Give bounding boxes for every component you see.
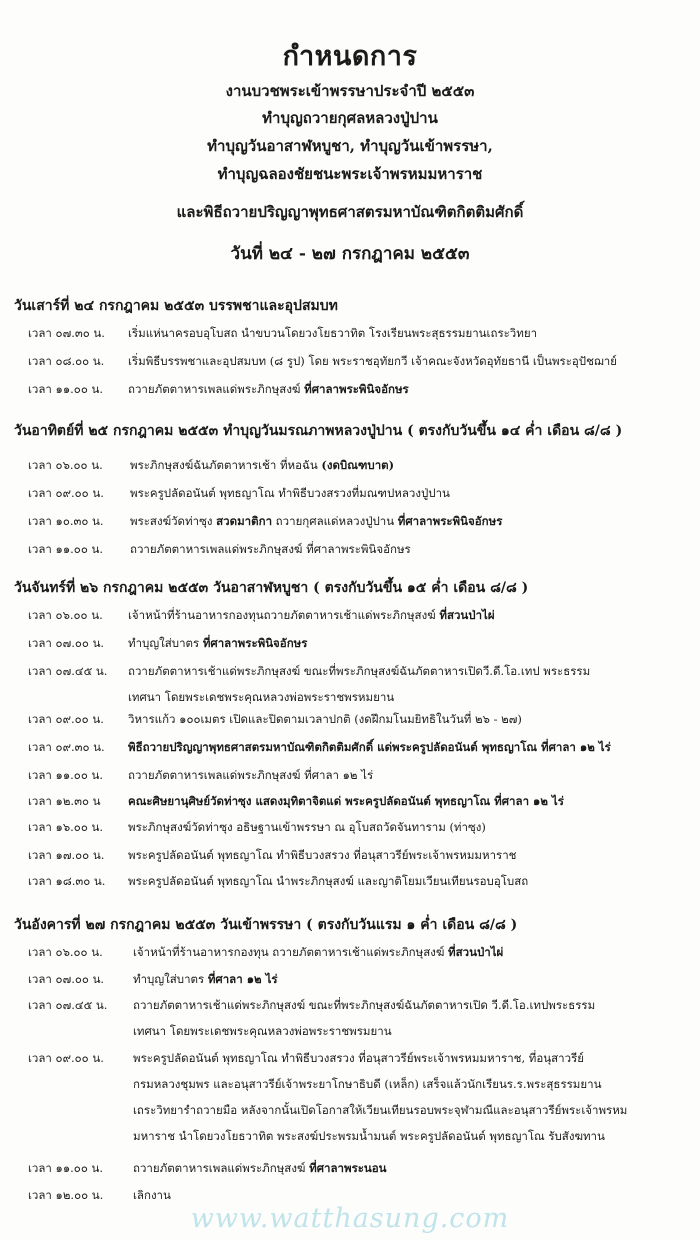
schedule-description-line (128, 711, 522, 729)
schedule-text: เริ่มพิธีบรรพชาและอุปสมบท (๘ รูป) โดย พระราชอุทัยกวี เจ้าคณะจังหวัดอุทัยธานี เป็นพระอุปัชฌาย์ (128, 354, 617, 368)
day-header: วันจันทร์ที่ ๒๖ กรกฎาคม ๒๕๕๓ วันอาสาฬหบูชา ( ตรงกับวันขึ้น ๑๕ ค่ำ เดือน ๘/๘ ) (14, 580, 529, 596)
schedule-description-line (128, 607, 495, 625)
schedule-text: ถวายภัตตาหารเพลแด่พระภิกษุสงฆ์ (128, 382, 305, 396)
schedule-text: มหาราช นำโดยวงโยธวาทิต พระสงฆ์ประพรมน้ำมนต์ พระครูปลัดอนันต์ พุทธญาโณ รับสังฆทาน (133, 1129, 605, 1143)
schedule-description-line (133, 1160, 387, 1178)
schedule-description-line (128, 325, 537, 343)
schedule-text: พระครูปลัดอนันต์ พุทธญาโณ ทำพิธีบวงสรวง ที่อนุสาวรีย์พระเจ้าพรหมมหาราช (128, 848, 517, 862)
schedule-time: เวลา ๑๗.๐๐ น. (28, 848, 105, 862)
schedule-location-text: พิธีถวายปริญญาพุทธศาสตรมหาบัณฑิตกิตติมศักดิ์ แด่พระครูปลัดอนันต์ พุทธญาโณ ที่ศาลา ๑๒ ไร่ (128, 740, 611, 754)
schedule-location-text: ที่ศาลา ๑๒ ไร่ (207, 972, 278, 986)
schedule-text: พระครูปลัดอนันต์ พุทธญาโณ ทำพิธีบวงสรวงที่มณฑปหลวงปู่ปาน (130, 486, 450, 500)
schedule-time: เวลา ๐๗.๔๕ น. (28, 998, 108, 1012)
schedule-description-line (128, 689, 394, 707)
schedule-time: เวลา ๑๑.๐๐ น. (28, 542, 104, 556)
schedule-time: เวลา ๐๗.๐๐ น. (28, 636, 105, 650)
schedule-description-line (128, 353, 617, 371)
schedule-description-line (128, 663, 590, 681)
schedule-text: เทศนา โดยพระเดชพระคุณหลวงพ่อพระราชพรหมยาน (128, 690, 395, 704)
schedule-location-text: ที่สวนป่าไผ่ (448, 945, 504, 959)
schedule-time: เวลา ๐๖.๐๐ น. (28, 608, 103, 622)
schedule-text: พระภิกษุสงฆ์วัดท่าซุง อธิษฐานเข้าพรรษา ณ อุโบสถวัดจันทาราม (ท่าซุง) (128, 820, 486, 834)
schedule-time: เวลา ๑๖.๐๐ น. (28, 820, 104, 834)
schedule-description-line (133, 944, 503, 962)
schedule-text: เจ้าหน้าที่ร้านอาหารกองทุน ถวายภัตตาหารเช้าแด่พระภิกษุสงฆ์ (133, 945, 449, 959)
schedule-description-line (128, 793, 564, 811)
website-watermark: www.watthasung.com (190, 1203, 510, 1234)
schedule-description-line (130, 485, 450, 503)
subtitle-line: ทำบุญวันอาสาฬหบูชา, ทำบุญวันเข้าพรรษา, (207, 137, 493, 155)
schedule-time: เวลา ๐๖.๐๐ น. (28, 458, 103, 472)
schedule-text: ถวายภัตตาหารเพลแด่พระภิกษุสงฆ์ (133, 1161, 310, 1175)
schedule-description-line (133, 1076, 601, 1094)
schedule-description-line (133, 971, 278, 989)
subtitle-line: งานบวชพระเข้าพรรษาประจำปี ๒๕๕๓ (225, 82, 475, 100)
schedule-description-line (128, 819, 486, 837)
schedule-text: เจ้าหน้าที่ร้านอาหารกองทุนถวายภัตตาหารเช้าแด่พระภิกษุสงฆ์ (128, 608, 440, 622)
schedule-description-line (133, 1102, 627, 1120)
schedule-location-text: ที่ศาลาพระพินิจอักษร (202, 636, 308, 650)
schedule-text: เถระวิทยารำถวายมือ หลังจากนั้นเปิดโอกาสให้เวียนเทียนรอบพระจุฬามณีและอนุสาวรีย์พระเจ้าพรหม (133, 1103, 628, 1117)
schedule-time: เวลา ๐๙.๐๐ น. (28, 1051, 104, 1065)
schedule-time: เวลา ๐๙.๐๐ น. (28, 486, 104, 500)
schedule-text: ถวายภัตตาหารเช้าแด่พระภิกษุสงฆ์ ขณะที่พระภิกษุสงฆ์ฉันภัตตาหารเปิดวี.ดี.โอ.เทป พระธรรม (128, 664, 591, 678)
schedule-time: เวลา ๐๙.๐๐ น. (28, 712, 104, 726)
schedule-text: เทศนา โดยพระเดชพระคุณหลวงพ่อพระราชพรมยาน (133, 1024, 392, 1038)
schedule-text: เลิกงาน (133, 1188, 171, 1202)
schedule-description-line (128, 847, 516, 865)
schedule-location-text: ที่ศาลาพระนอน (309, 1161, 387, 1175)
schedule-time: เวลา ๑๘.๓๐ น. (28, 874, 106, 888)
schedule-time: เวลา ๐๗.๓๐ น. (28, 326, 105, 340)
schedule-location-text: (งดบิณฑบาต) (321, 458, 395, 472)
schedule-description-line (128, 873, 528, 891)
schedule-text: วิหารแก้ว ๑๐๐เมตร เปิดและปิดตามเวลาปกติ (งดฝึกมโนมยิทธิในวันที่ ๒๖ - ๒๗) (128, 712, 522, 726)
schedule-text: กรมหลวงชุมพร และอนุสาวรีย์เจ้าพระยาโกษาธิบดี (เหล็ก) เสร็จแล้วนักเรียนร.ร.พระสุธรรมยาน (133, 1077, 602, 1091)
schedule-text: พระภิกษุสงฆ์ฉันภัตตาหารเช้า ที่หอฉัน (130, 458, 322, 472)
schedule-time: เวลา ๑๑.๐๐ น. (28, 382, 104, 396)
schedule-location-text: ที่สวนป่าไผ่ (439, 608, 495, 622)
schedule-description-line (133, 997, 595, 1015)
schedule-time: เวลา ๑๐.๓๐ น. (28, 514, 104, 528)
schedule-text: ถวายภัตตาหารเช้าแด่พระภิกษุสงฆ์ ขณะที่พระภิกษุสงฆ์ฉันภัตตาหารเปิด วี.ดี.โอ.เทปพระธรรม (133, 998, 596, 1012)
schedule-time: เวลา ๐๗.๐๐ น. (28, 972, 105, 986)
schedule-text: ทำบุญใส่บาตร (133, 972, 208, 986)
schedule-time: เวลา ๐๙.๓๐ น. (28, 740, 105, 754)
schedule-description-line (133, 1128, 605, 1146)
schedule-description-line (128, 381, 409, 399)
schedule-description-line (128, 767, 373, 785)
schedule-time: เวลา ๑๒.๓๐ น (28, 794, 101, 808)
subtitle-line: ทำบุญฉลองชัยชนะพระเจ้าพรหมมหาราช (217, 165, 483, 183)
schedule-description-line (130, 457, 394, 475)
schedule-description-line (128, 739, 611, 757)
schedule-text: ถวายภัตตาหารเพลแด่พระภิกษุสงฆ์ ที่ศาลา ๑๒ ไร่ (128, 768, 374, 782)
schedule-text: เริ่มแห่นาครอบอุโบสถ นำขบวนโดยวงโยธวาทิต โรงเรียนพระสุธรรมยานเถระวิทยา (128, 326, 538, 340)
schedule-time: เวลา ๑๒.๐๐ น. (28, 1188, 104, 1202)
schedule-text: ทำบุญใส่บาตร (128, 636, 203, 650)
event-date: วันที่ ๒๔ - ๒๗ กรกฎาคม ๒๕๕๓ (230, 244, 470, 264)
schedule-text: พระสงฆ์วัดท่าซุง (130, 514, 217, 528)
page-title: กำหนดการ (282, 41, 418, 72)
day-header: วันอาทิตย์ที่ ๒๕ กรกฎาคม ๒๕๕๓ ทำบุญวันมรณภาพหลวงปู่ปาน ( ตรงกับวันขึ้น ๑๔ ค่ำ เดือน ๘/๘ ) (14, 423, 623, 439)
subtitle-line: ทำบุญถวายกุศลหลวงปู่ปาน (262, 109, 438, 127)
schedule-time: เวลา ๐๘.๐๐ น. (28, 354, 105, 368)
schedule-location-text: คณะศิษยานุศิษย์วัดท่าซุง แสดงมุทิตาจิตแด่ พระครูปลัดอนันต์ พุทธญาโณ ที่ศาลา ๑๒ ไร่ (128, 794, 564, 808)
schedule-description-line (128, 635, 307, 653)
schedule-text: พระครูปลัดอนันต์ พุทธญาโณ ทำพิธีบวงสรวง ที่อนุสาวรีย์พระเจ้าพรหมมหาราช, ที่อนุสาวรีย์ (133, 1051, 584, 1065)
schedule-location-text: ที่ศาลาพระพินิจอักษร (304, 382, 409, 396)
schedule-time: เวลา ๐๖.๐๐ น. (28, 945, 103, 959)
subtitle-line: และพิธีถวายปริญญาพุทธศาสตรมหาบัณฑิตกิตติมศักดิ์ (176, 203, 524, 221)
schedule-text: ถวายภัตตาหารเพลแด่พระภิกษุสงฆ์ ที่ศาลาพระพินิจอักษร (130, 542, 411, 556)
schedule-description-line (130, 541, 411, 559)
schedule-text: พระครูปลัดอนันต์ พุทธญาโณ นำพระภิกษุสงฆ์ และญาติโยมเวียนเทียนรอบอุโบสถ (128, 874, 529, 888)
schedule-description-line (130, 513, 502, 531)
schedule-location-text: สวดมาติกา (216, 514, 273, 528)
schedule-time: เวลา ๑๑.๐๐ น. (28, 768, 104, 782)
schedule-time: เวลา ๑๑.๐๐ น. (28, 1161, 104, 1175)
day-header: วันอังคารที่ ๒๗ กรกฎาคม ๒๕๕๓ วันเข้าพรรษา ( ตรงกับวันแรม ๑ ค่ำ เดือน ๘/๘ ) (14, 917, 518, 933)
schedule-location-text: ที่ศาลาพระพินิจอักษร (397, 514, 503, 528)
day-header: วันเสาร์ที่ ๒๔ กรกฎาคม ๒๕๕๓ บรรพชาและอุปสมบท (14, 298, 338, 314)
schedule-time: เวลา ๐๗.๔๕ น. (28, 664, 108, 678)
schedule-text: ถวายกุศลแด่หลวงปู่ปาน (272, 514, 398, 528)
schedule-description-line (133, 1050, 584, 1068)
schedule-description-line (133, 1023, 392, 1041)
